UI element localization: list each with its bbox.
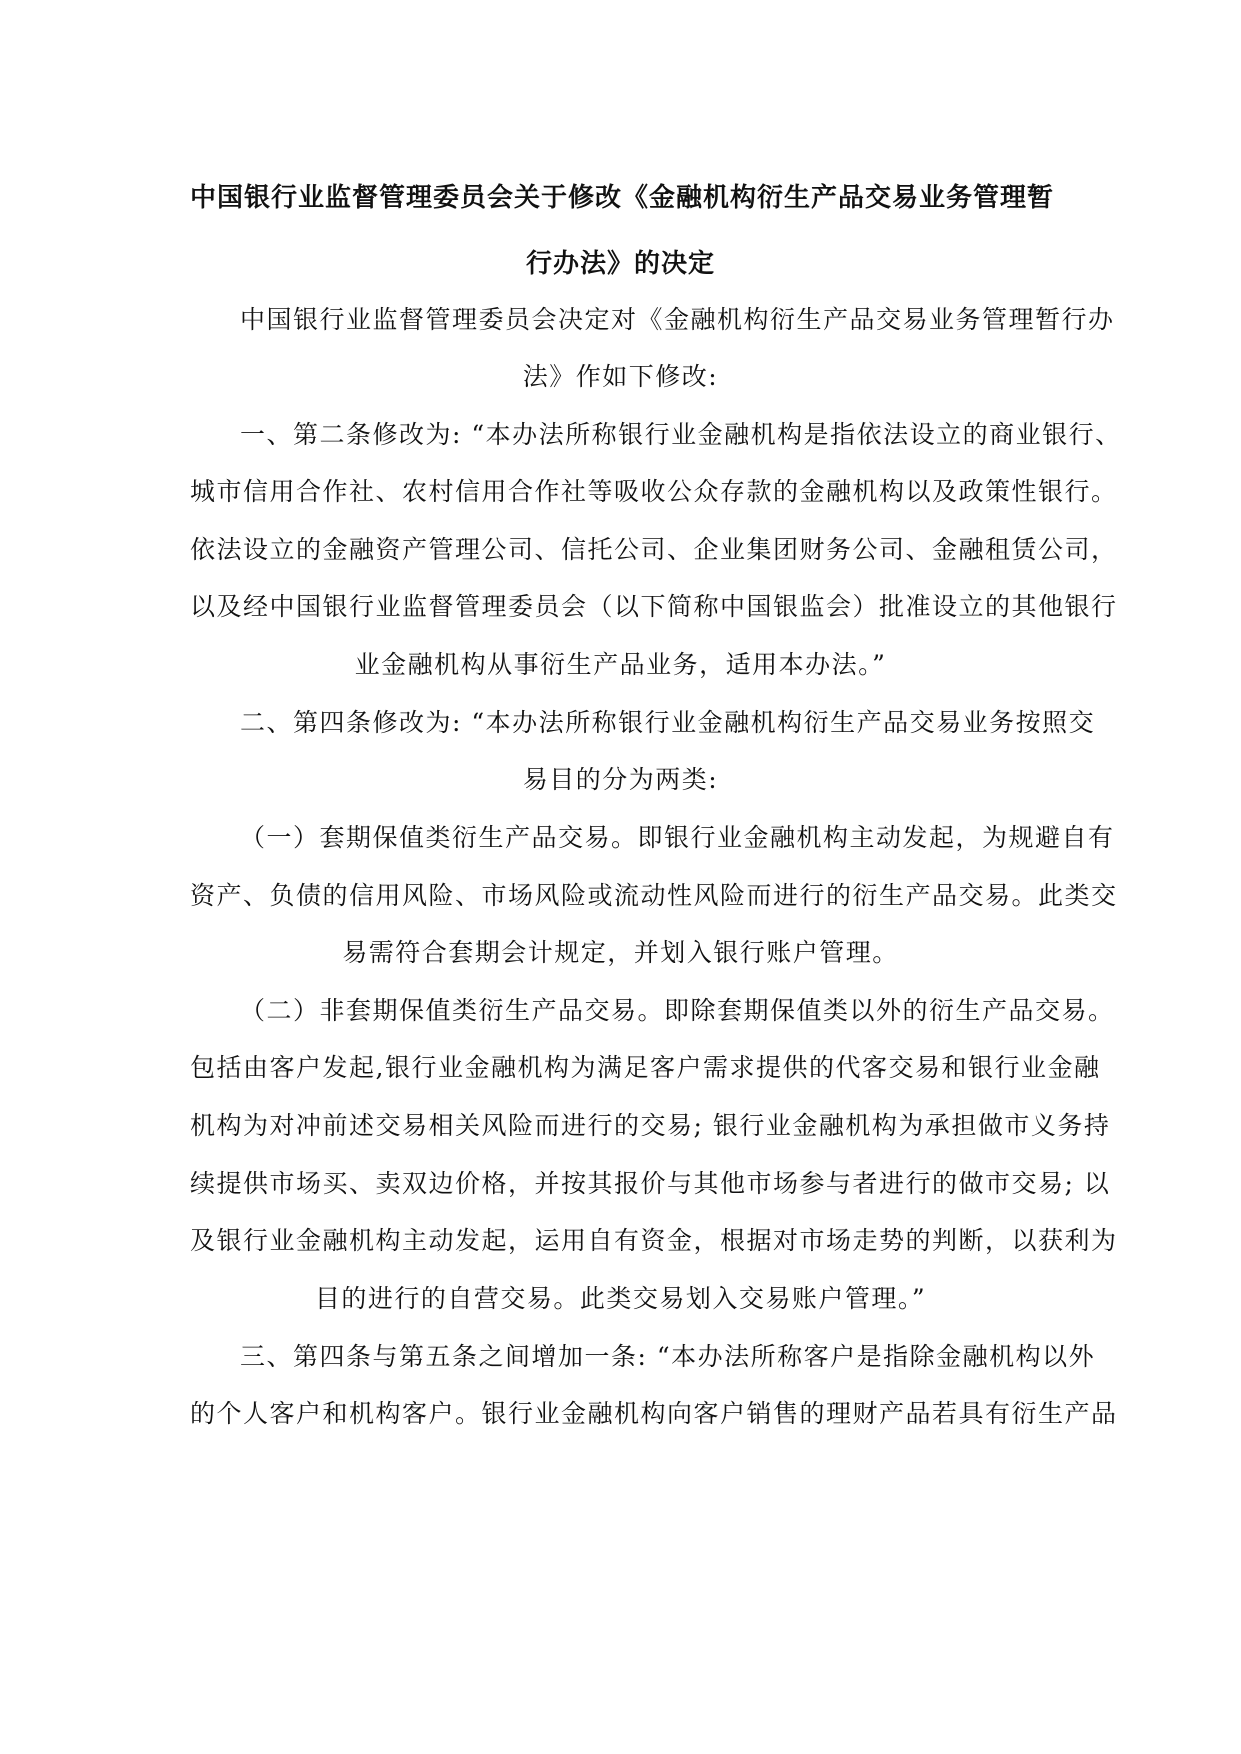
paragraph-line: 及银行业金融机构主动发起，运用自有资金，根据对市场走势的判断，以获利为 bbox=[190, 1226, 1118, 1255]
paragraph-line: 法》作如下修改: bbox=[522, 362, 719, 391]
paragraph-line: 一、第二条修改为: “本办法所称银行业金融机构是指依法设立的商业银行、 bbox=[240, 420, 1122, 449]
paragraph-line: 业金融机构从事衍生产品业务，适用本办法。” bbox=[354, 650, 887, 679]
paragraph-line: （二）非套期保值类衍生产品交易。即除套期保值类以外的衍生产品交易。 bbox=[240, 996, 1115, 1025]
paragraph-line: 资产、负债的信用风险、市场风险或流动性风险而进行的衍生产品交易。此类交 bbox=[190, 881, 1118, 910]
paragraph-line: （一）套期保值类衍生产品交易。即银行业金融机构主动发起，为规避自有 bbox=[240, 823, 1115, 852]
document-title-line-1: 中国银行业监督管理委员会关于修改《金融机构衍生产品交易业务管理暂 bbox=[190, 183, 1055, 213]
paragraph-line: 的个人客户和机构客户。银行业金融机构向客户销售的理财产品若具有衍生产品 bbox=[190, 1399, 1118, 1428]
paragraph-line: 城市信用合作社、农村信用合作社等吸收公众存款的金融机构以及政策性银行。 bbox=[190, 477, 1118, 506]
document-title-line-2: 行办法》的决定 bbox=[525, 249, 715, 279]
paragraph-line: 机构为对冲前述交易相关风险而进行的交易; 银行业金融机构为承担做市义务持 bbox=[190, 1111, 1111, 1140]
paragraph-line: 包括由客户发起,银行业金融机构为满足客户需求提供的代客交易和银行业金融 bbox=[190, 1053, 1101, 1082]
paragraph-line: 三、第四条与第五条之间增加一条: “本办法所称客户是指除金融机构以外 bbox=[240, 1342, 1096, 1371]
paragraph-line: 依法设立的金融资产管理公司、信托公司、企业集团财务公司、金融租赁公司， bbox=[190, 535, 1118, 564]
paragraph-line: 二、第四条修改为: “本办法所称银行业金融机构衍生产品交易业务按照交 bbox=[240, 708, 1096, 737]
paragraph-line: 续提供市场买、卖双边价格，并按其报价与其他市场参与者进行的做市交易; 以 bbox=[190, 1169, 1111, 1198]
paragraph-line: 目的进行的自营交易。此类交易划入交易账户管理。” bbox=[314, 1284, 927, 1313]
paragraph-line: 中国银行业监督管理委员会决定对《金融机构衍生产品交易业务管理暂行办 bbox=[240, 305, 1115, 334]
paragraph-line: 易需符合套期会计规定，并划入银行账户管理。 bbox=[342, 938, 899, 967]
paragraph-line: 易目的分为两类: bbox=[522, 765, 719, 794]
paragraph-line: 以及经中国银行业监督管理委员会（以下简称中国银监会）批准设立的其他银行 bbox=[190, 592, 1118, 621]
